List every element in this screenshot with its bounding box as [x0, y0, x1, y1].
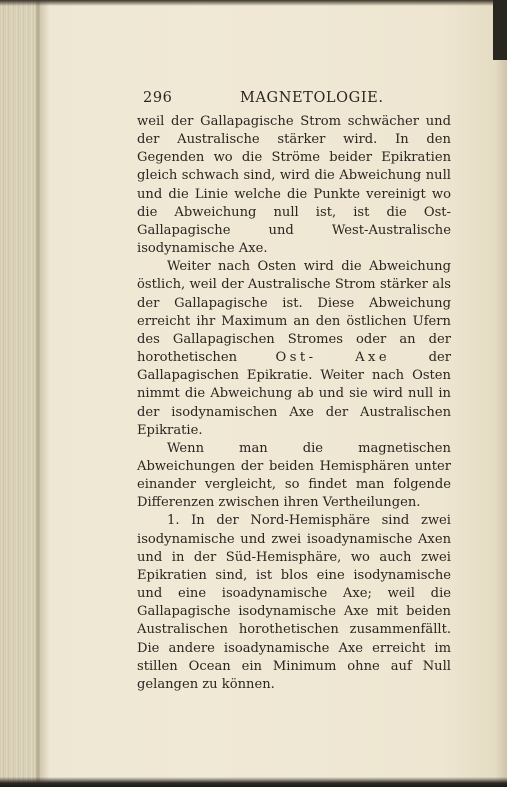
- gutter-shadow: [36, 0, 50, 787]
- top-edge: [0, 0, 507, 6]
- spaced-term: Axe: [355, 350, 391, 366]
- paragraph-text: Weiter nach Osten wird die Abweichung östlich, weil der Australische Strom stärker als der Gallapagische ist. Diese Abweichung erreicht ihr Maximum an den östlichen Ufern des Gallapagischen Stromes oder an der horothetischen: [137, 259, 451, 366]
- bottom-edge: [0, 777, 507, 787]
- right-edge-strip: [493, 0, 507, 60]
- running-head: [143, 90, 450, 110]
- page-stack-edges: [0, 0, 40, 787]
- paragraph-text: der Gallapagischen Epikratie. Weiter nach Osten nimmt die Abweichung ab und sie wird null in der isodynamischen Axe der Australischen Epikratie.: [137, 350, 451, 438]
- running-head-title: MAGNETOLOGIE.: [240, 90, 384, 106]
- paragraph: [137, 258, 451, 440]
- paragraph: Wenn man die magnetischen Abweichungen der beiden Hemisphären unter einander vergleicht, so findet man folgende Differenzen zwischen ihren Vertheilungen.: [137, 440, 451, 511]
- paragraph: 1. In der Nord-Hemisphäre sind zwei isodynamische und zwei isoadynamische Axen und in der Süd-Hemisphäre, wo auch zwei Epikratien sind, ist blos eine isodynamische und eine isoadynamische Axe; weil die Gallapagische isodynamische Axe mit beiden Australischen horothetischen zusammenfällt. Die andere isoadynamische Axe erreicht im stillen Ocean ein Minimum ohne auf Null gelangen zu können.: [137, 513, 451, 692]
- spaced-term: Ost-: [275, 350, 317, 366]
- body-text: [137, 113, 451, 694]
- page-number: 296: [143, 90, 173, 106]
- paragraph: weil der Gallapagische Strom schwächer und der Australische stärker wird. In den Gegenden wo die Ströme beider Epikratien gleich schwach sind, wird die Abweichung null und die Linie welche die Punkte vereinigt wo die Abweichung null ist, ist die Ost-Gallapagische und West-Australische isodynamische Axe.: [137, 114, 451, 257]
